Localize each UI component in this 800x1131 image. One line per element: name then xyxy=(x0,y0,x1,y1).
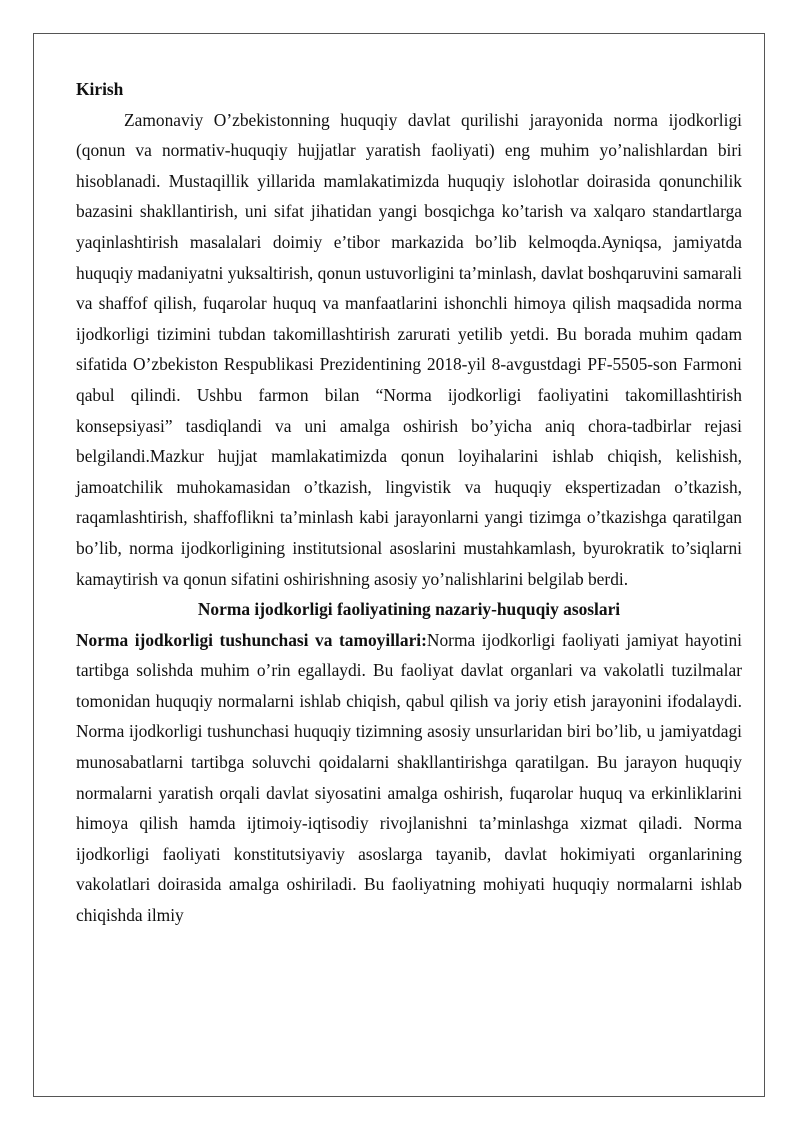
intro-heading: Kirish xyxy=(76,79,124,99)
intro-paragraph: Zamonaviy O’zbekistonning huquqiy davlat qurilishi jarayonida norma ijodkorligi (qonun va normativ-huquqiy hujjatlar yaratish faoliyati) eng muhim yo’nalishlardan biri hisoblanadi. Mustaqillik yillarida mamlakatimizda huquqiy islohotlar doirasida qonunchilik bazasini shakllantirish, uni sifat jihatidan yangi bosqichga ko’tarish va xalqaro standartlarga yaqinlashtirish masalalari doimiy e’tibor markazida bo’lib kelmoqda.Ayniqsa, jamiyatda huquqiy madaniyatni yuksaltirish, qonun ustuvorligini ta’minlash, davlat boshqaruvini samarali va shaffof qilish, fuqarolar huquq va manfaatlarini ishonchli himoya qilish maqsadida norma ijodkorligi tizimini tubdan takomillashtirish zarurati yetilib yetdi. Bu borada muhim qadam sifatida O’zbekiston Respublikasi Prezidentining 2018-yil 8-avgustdagi PF-5505-son Farmoni qabul qilindi. Ushbu farmon bilan “Norma ijodkorligi faoliyatini takomillashtirish konsepsiyasi” tasdiqlandi va uni amalga oshirish bo’yicha aniq chora-tadbirlar rejasi belgilandi.Mazkur hujjat mamlakatimizda qonun loyihalarini ishlab chiqish, kelishish, jamoatchilik muhokamasidan o’tkazish, lingvistik va huquqiy ekspertizadan o’tkazish, raqamlashtirish, shaffoflikni ta’minlash kabi jarayonlarni yangi tizimga o’tkazishga qaratilgan bo’lib, norma ijodkorligining institutsional asoslarini mustahkamlash, byurokratik to’siqlarni kamaytirish va qonun sifatini oshirishning asosiy yo’nalishlarini belgilab berdi. xyxy=(76,109,742,589)
document-body xyxy=(76,74,742,931)
subsection-lead: Norma ijodkorligi tushunchasi va tamoyillari: xyxy=(76,629,427,650)
section-heading: Norma ijodkorligi faoliyatining nazariy-huquqiy asoslari xyxy=(197,599,621,620)
subsection-paragraph-block xyxy=(76,625,742,931)
subsection-paragraph: Norma ijodkorligi faoliyati jamiyat hayotini tartibga solishda muhim o’rin egallaydi. Bu faoliyat davlat organlari va vakolatli tuzilmalar tomonidan huquqiy normalarni ishlab chiqish, qabul qilish va joriy etish jarayonini ifodalaydi. Norma ijodkorligi tushunchasi huquqiy tizimning asosiy unsurlaridan biri bo’lib, u jamiyatdagi munosabatlarni tartibga soluvchi qoidalarni shakllantirishga qaratilgan. Bu jarayon huquqiy normalarni yaratish orqali davlat siyosatini amalga oshirish, fuqarolar huquq va erkinliklarini himoya qilish hamda ijtimoiy-iqtisodiy rivojlanishni ta’minlashga xizmat qiladi. Norma ijodkorligi faoliyati konstitutsiyaviy asoslarga tayanib, davlat hokimiyati organlarining vakolatlari doirasida amalga oshiriladi. Bu faoliyatning mohiyati huquqiy normalarni ishlab chiqishda ilmiy xyxy=(76,629,742,926)
